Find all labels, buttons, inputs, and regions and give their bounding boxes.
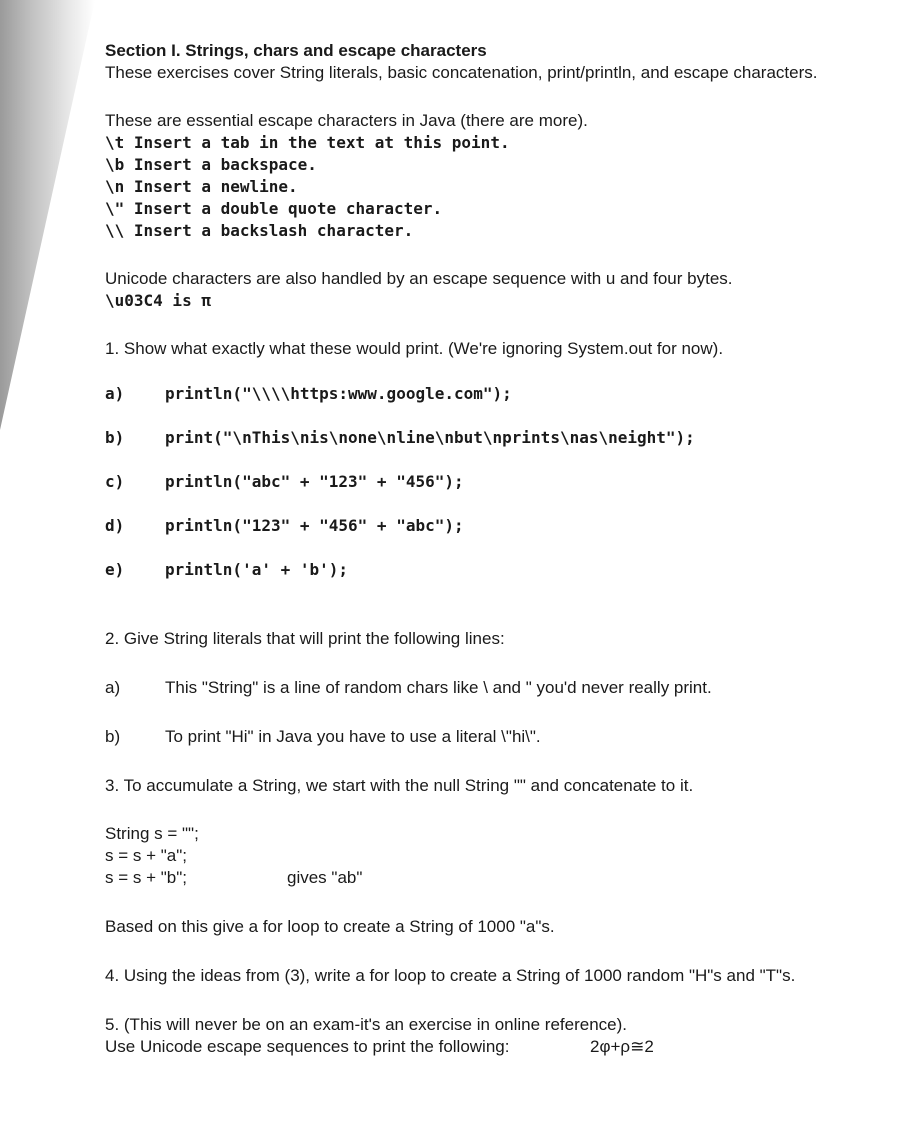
question-1e <box>105 559 905 603</box>
literal-target-text: This "String" is a line of random chars like \ and " you'd never really print. <box>165 678 712 697</box>
code-snippet: println("\\\\https:www.google.com"); <box>165 384 512 403</box>
scan-shadow <box>0 0 95 1126</box>
literal-target-text: To print "Hi" in Java you have to use a literal \"hi\". <box>165 727 541 746</box>
question-5-task: Use Unicode escape sequences to print the following: <box>105 1037 510 1056</box>
escape-line-quote: \" Insert a double quote character. <box>105 199 443 218</box>
item-letter: b) <box>105 428 125 447</box>
code-snippet: println("abc" + "123" + "456"); <box>165 472 464 491</box>
code-snippet: println("123" + "456" + "abc"); <box>165 516 464 535</box>
escape-line-backspace: \b Insert a backspace. <box>105 155 317 174</box>
section-title: Section I. Strings, chars and escape characters <box>105 41 487 60</box>
escape-line-newline: \n Insert a newline. <box>105 177 298 196</box>
question-1d <box>105 515 905 559</box>
question-2a <box>105 677 905 726</box>
section-intro: These exercises cover String literals, basic concatenation, print/println, and escape characters. <box>105 63 818 82</box>
question-2-prompt: 2. Give String literals that will print the following lines: <box>105 629 505 648</box>
question-3-task: Based on this give a for loop to create a String of 1000 "a"s. <box>105 917 555 936</box>
accum-result: gives "ab" <box>287 868 363 887</box>
code-snippet: print("\nThis\nis\none\nline\nbut\nprints\nas\neight"); <box>165 428 695 447</box>
item-letter: a) <box>105 384 125 403</box>
unicode-intro: Unicode characters are also handled by an escape sequence with u and four bytes. <box>105 269 733 288</box>
escape-line-backslash: \\ Insert a backslash character. <box>105 221 414 240</box>
question-1a <box>105 383 905 427</box>
accum-code-line: s = s + "b"; <box>105 868 187 887</box>
item-letter: e) <box>105 560 125 579</box>
question-2b <box>105 726 905 775</box>
question-5-task-row <box>105 1036 905 1058</box>
question-3-prompt: 3. To accumulate a String, we start with the null String "" and concatenate to it. <box>105 776 694 795</box>
accum-final-row <box>105 867 905 889</box>
question-4-prompt: 4. Using the ideas from (3), write a for loop to create a String of 1000 random "H"s and "T"s. <box>105 966 796 985</box>
question-5-prompt: 5. (This will never be on an exam-it's an exercise in online reference). <box>105 1015 627 1034</box>
escape-line-tab: \t Insert a tab in the text at this point. <box>105 133 510 152</box>
item-letter: a) <box>105 678 121 697</box>
worksheet-page <box>105 40 905 1058</box>
code-snippet: println('a' + 'b'); <box>165 560 349 579</box>
question-1-prompt: 1. Show what exactly what these would print. (We're ignoring System.out for now). <box>105 339 724 358</box>
item-letter: d) <box>105 516 125 535</box>
item-letter: c) <box>105 472 125 491</box>
question-1b <box>105 427 905 471</box>
accum-code-line: s = s + "a"; <box>105 846 187 865</box>
accum-code-line: String s = ""; <box>105 824 199 843</box>
question-1c <box>105 471 905 515</box>
escapes-intro: These are essential escape characters in Java (there are more). <box>105 111 588 130</box>
unicode-example: \u03C4 is π <box>105 291 211 310</box>
item-letter: b) <box>105 727 121 746</box>
unicode-formula: 2φ+ρ≅2 <box>590 1037 654 1056</box>
